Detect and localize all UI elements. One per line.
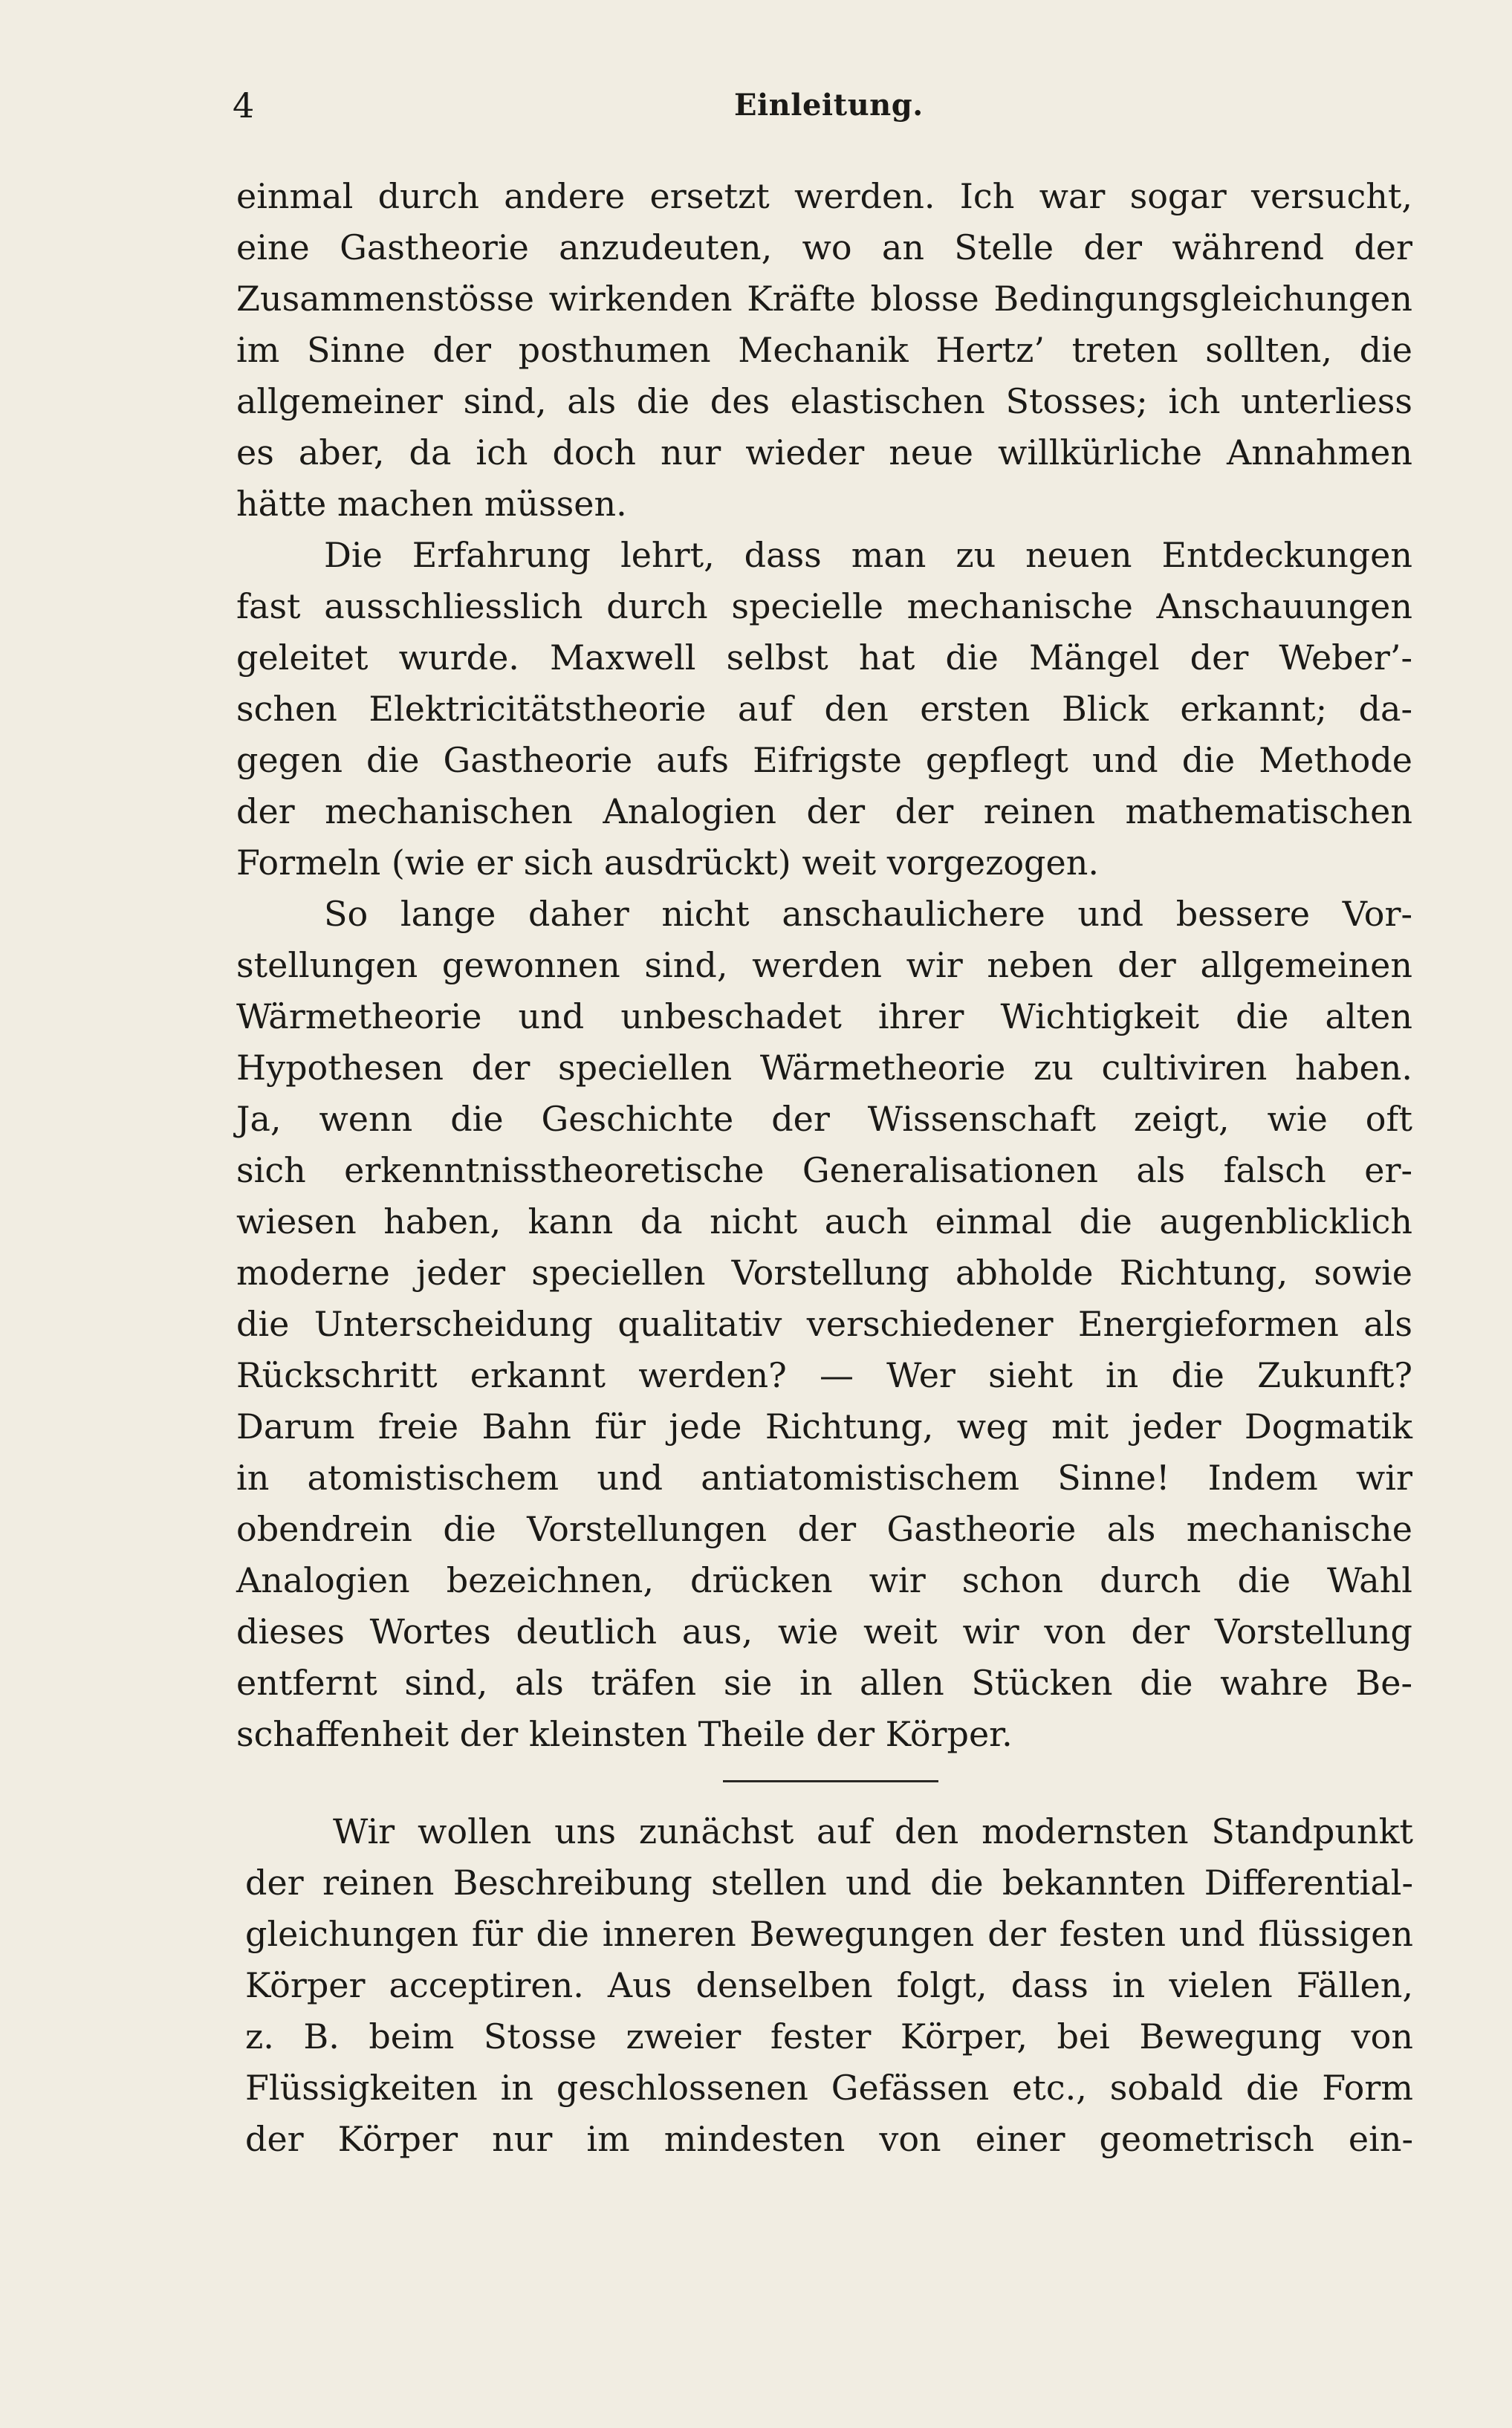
- text-line: dieses Wortes deutlich aus, wie weit wir von der Vorstellung: [236, 1611, 1412, 1652]
- text-line: Körper acceptiren. Aus denselben folgt, dass in vielen Fällen,: [245, 1965, 1413, 2005]
- text-line: z. B. beim Stosse zweier fester Körper, bei Bewegung von: [245, 2016, 1413, 2057]
- page-number: 4: [233, 85, 255, 126]
- section-divider: [723, 1780, 938, 1782]
- text-line: obendrein die Vorstellungen der Gastheorie als mechanische: [236, 1509, 1412, 1549]
- text-line: der mechanischen Analogien der der reinen mathematischen: [236, 791, 1412, 831]
- text-line: die Unterscheidung qualitativ verschiedener Energieformen als: [236, 1304, 1412, 1344]
- text-line: gleichungen für die inneren Bewegungen der festen und flüssigen: [245, 1914, 1413, 1954]
- text-line: Wir wollen uns zunächst auf den modernsten Standpunkt: [333, 1811, 1413, 1851]
- text-line: Wärmetheorie und unbeschadet ihrer Wichtigkeit die alten: [236, 996, 1412, 1036]
- running-head: Einleitung.: [734, 88, 924, 123]
- text-line: entfernt sind, als träfen sie in allen Stücken die wahre Be-: [236, 1663, 1412, 1703]
- text-line: allgemeiner sind, als die des elastischen Stosses; ich unterliess: [236, 381, 1412, 421]
- text-line: Analogien bezeichnen, drücken wir schon durch die Wahl: [236, 1560, 1412, 1600]
- text-line: der Körper nur im mindesten von einer geometrisch ein-: [245, 2119, 1413, 2159]
- text-line: Rückschritt erkannt werden? — Wer sieht in die Zukunft?: [236, 1355, 1412, 1395]
- text-line: gegen die Gastheorie aufs Eifrigste gepflegt und die Methode: [236, 740, 1412, 780]
- text-line: einmal durch andere ersetzt werden. Ich war sogar versucht,: [236, 176, 1412, 216]
- text-line: es aber, da ich doch nur wieder neue willkürliche Annahmen: [236, 432, 1412, 473]
- text-line: Hypothesen der speciellen Wärmetheorie zu cultiviren haben.: [236, 1048, 1412, 1088]
- text-line: in atomistischem und antiatomistischem Sinne! Indem wir: [236, 1458, 1412, 1498]
- text-line: schaffenheit der kleinsten Theile der Körper.: [236, 1714, 1013, 1754]
- text-line: Die Erfahrung lehrt, dass man zu neuen Entdeckungen: [324, 535, 1412, 575]
- text-line: Formeln (wie er sich ausdrückt) weit vorgezogen.: [236, 843, 1099, 883]
- text-line: im Sinne der posthumen Mechanik Hertz’ treten sollten, die: [236, 330, 1412, 370]
- text-line: der reinen Beschreibung stellen und die bekannten Differential-: [245, 1863, 1413, 1903]
- text-line: stellungen gewonnen sind, werden wir neben der allgemeinen: [236, 945, 1412, 985]
- text-line: moderne jeder speciellen Vorstellung abholde Richtung, sowie: [236, 1253, 1412, 1293]
- text-line: eine Gastheorie anzudeuten, wo an Stelle der während der: [236, 227, 1412, 267]
- text-line: wiesen haben, kann da nicht auch einmal die augenblicklich: [236, 1201, 1412, 1241]
- text-line: hätte machen müssen.: [236, 484, 627, 524]
- text-line: geleitet wurde. Maxwell selbst hat die Mängel der Weber’-: [236, 637, 1412, 678]
- text-line: Zusammenstösse wirkenden Kräfte blosse Bedingungsgleichungen: [236, 279, 1412, 319]
- text-line: fast ausschliesslich durch specielle mechanische Anschauungen: [236, 586, 1412, 626]
- text-line: schen Elektricitätstheorie auf den ersten Blick erkannt; da-: [236, 689, 1412, 729]
- text-line: Ja, wenn die Geschichte der Wissenschaft zeigt, wie oft: [236, 1099, 1412, 1139]
- text-line: Darum freie Bahn für jede Richtung, weg mit jeder Dogmatik: [236, 1406, 1412, 1447]
- text-line: sich erkenntnisstheoretische Generalisationen als falsch er-: [236, 1150, 1412, 1190]
- text-line: So lange daher nicht anschaulichere und bessere Vor-: [324, 894, 1412, 934]
- text-line: Flüssigkeiten in geschlossenen Gefässen etc., sobald die Form: [245, 2068, 1413, 2108]
